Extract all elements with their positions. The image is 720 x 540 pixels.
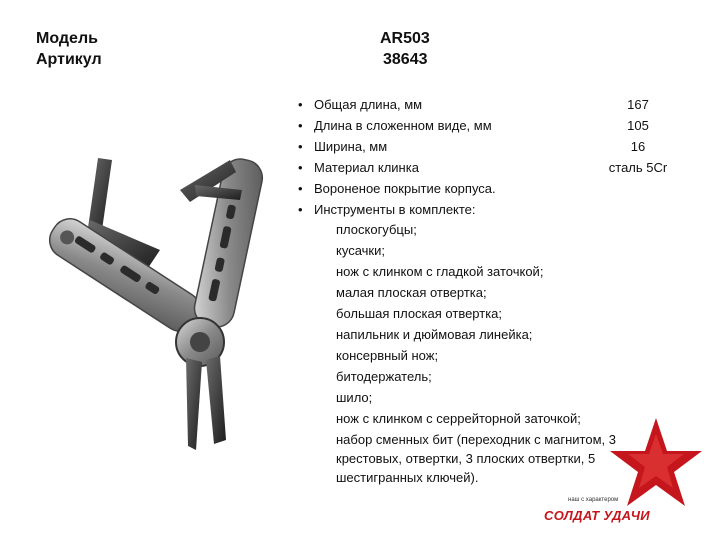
brand-name: СОЛДАТ УДАЧИ [544,508,650,523]
spec-label: Вороненое покрытие корпуса. [314,181,496,196]
spec-value: 167 [627,97,649,112]
spec-item [298,178,698,199]
article-value: 38643 [383,51,428,68]
tool-item: шило; [336,390,373,405]
tool-item: нож с клинком с серрейторной заточкой; [336,411,581,426]
tool-item: плоскогубцы; [336,222,417,237]
spec-label: Инструменты в комплекте: [314,202,476,217]
spec-label: Материал клинка [314,160,419,175]
spec-list [298,94,698,220]
spec-item [298,157,698,178]
tool-item: битодержатель; [336,369,432,384]
spec-label: Длина в сложенном виде, мм [314,118,492,133]
spec-item [298,115,698,136]
bullet: • [298,202,303,217]
tool-item: консервный нож; [336,348,439,363]
brand-star-icon [606,416,706,511]
spec-value: сталь 5Cr [608,160,668,175]
brand-slogan: наш с характером [568,497,619,503]
tool-item: набор сменных бит (переходник с магнитом, 3 крестовых, отвертки, 3 плоских отвертки, 5 шестигранных ключей). [336,432,616,485]
spec-item [298,94,698,115]
tool-item: нож с клинком с гладкой заточкой; [336,264,544,279]
tool-item: кусачки; [336,243,385,258]
spec-label: Общая длина, мм [314,97,423,112]
bullet: • [298,139,303,154]
spec-item [298,199,698,220]
spec-item [298,136,698,157]
model-value: AR503 [380,30,430,47]
tool-item: большая плоская отвертка; [336,306,503,321]
spec-value: 105 [627,118,649,133]
multitool-image [30,150,280,460]
spec-value: 16 [630,139,646,154]
tool-item: малая плоская отвертка; [336,285,487,300]
bullet: • [298,97,303,112]
bullet: • [298,181,303,196]
article-label: Артикул [36,51,102,68]
bullet: • [298,118,303,133]
model-label: Модель [36,30,98,47]
bullet: • [298,160,303,175]
tool-item: напильник и дюймовая линейка; [336,327,533,342]
tool-list [336,220,646,487]
spec-label: Ширина, мм [314,139,388,154]
